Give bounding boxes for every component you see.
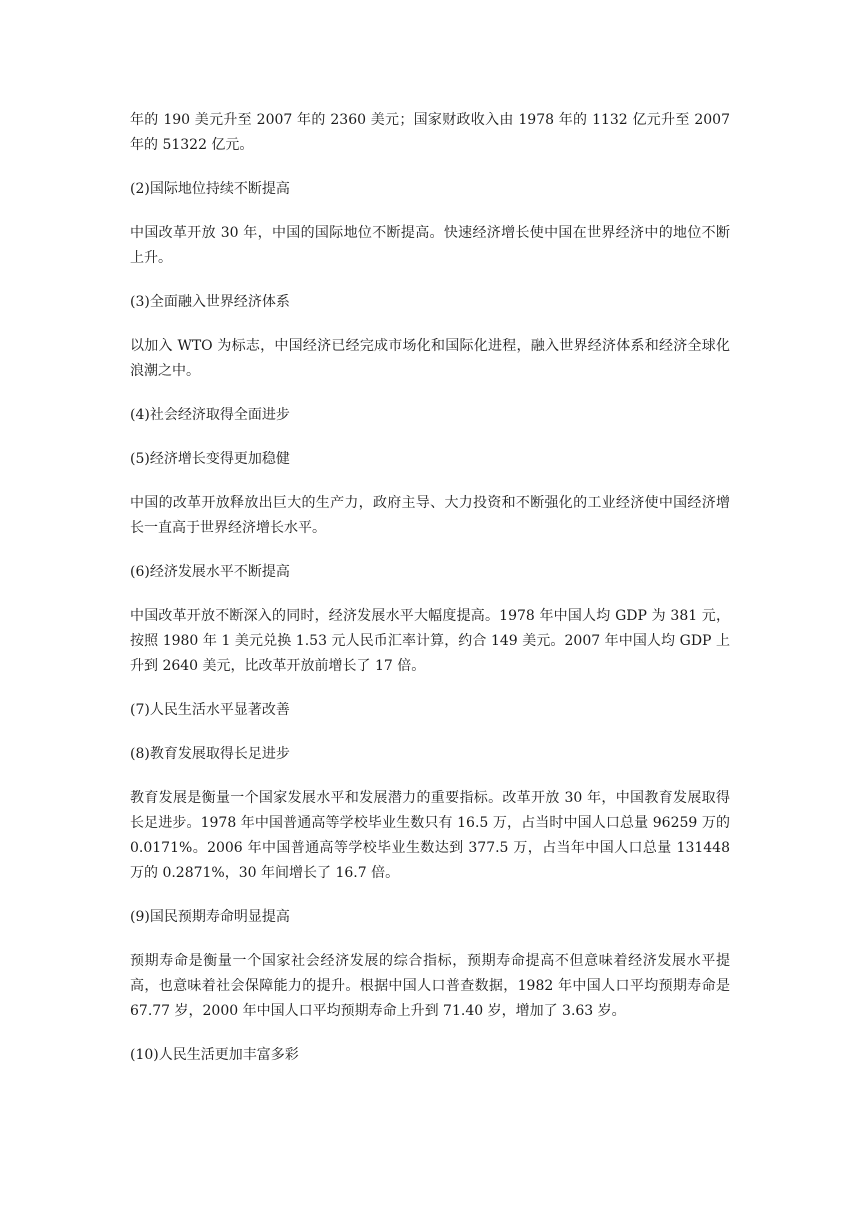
heading-world-economy: (3)全面融入世界经济体系 [130,294,290,310]
paragraph-life-expectancy: 预期寿命是衡量一个国家社会经济发展的综合指标，预期寿命提高不但意味着经济发展水平提高，也意味着社会保障能力的提升。根据中国人口普查数据，1982 年中国人口平均预期寿命是 67.77 岁，2000 年中国人口平均预期寿命上升到 71.40 岁，增加了 3.63 岁。 [130,953,730,1019]
heading-life-expectancy: (9)国民预期寿命明显提高 [130,909,290,925]
heading-international-status: (2)国际地位持续不断提高 [130,181,290,197]
paragraph-stable-growth: 中国的改革开放释放出巨大的生产力，政府主导、大力投资和不断强化的工业经济使中国经济增长一直高于世界经济增长水平。 [130,495,730,536]
paragraph-world-economy: 以加入 WTO 为标志，中国经济已经完成市场化和国际化进程，融入世界经济体系和经济全球化浪潮之中。 [130,338,730,379]
heading-education: (8)教育发展取得长足进步 [130,746,290,762]
document-page [130,108,730,1087]
heading-living-standard: (7)人民生活水平显著改善 [130,702,290,718]
heading-development-level: (6)经济发展水平不断提高 [130,564,290,580]
paragraph-education: 教育发展是衡量一个国家发展水平和发展潜力的重要指标。改革开放 30 年，中国教育发展取得长足进步。1978 年中国普通高等学校毕业生数只有 16.5 万，占当时中国人口总量 96259 万的 0.0171%。2006 年中国普通高等学校毕业生数达到 377.5 万，占当年中国人口总量 131448 万的 0.2871%，30 年间增长了 16.7 倍。 [130,790,730,881]
paragraph-development-level: 中国改革开放不断深入的同时，经济发展水平大幅度提高。1978 年中国人均 GDP 为 381 元，按照 1980 年 1 美元兑换 1.53 元人民币汇率计算，约合 149 美元。2007 年中国人均 GDP 上升到 2640 美元，比改革开放前增长了 17 倍。 [130,608,730,674]
heading-social-progress: (4)社会经济取得全面进步 [130,407,290,423]
paragraph-fiscal-revenue: 年的 190 美元升至 2007 年的 2360 美元；国家财政收入由 1978 年的 1132 亿元升至 2007 年的 51322 亿元。 [130,112,730,153]
heading-rich-life: (10)人民生活更加丰富多彩 [130,1047,299,1063]
heading-stable-growth: (5)经济增长变得更加稳健 [130,451,290,467]
paragraph-international-status: 中国改革开放 30 年，中国的国际地位不断提高。快速经济增长使中国在世界经济中的地位不断上升。 [130,225,730,266]
